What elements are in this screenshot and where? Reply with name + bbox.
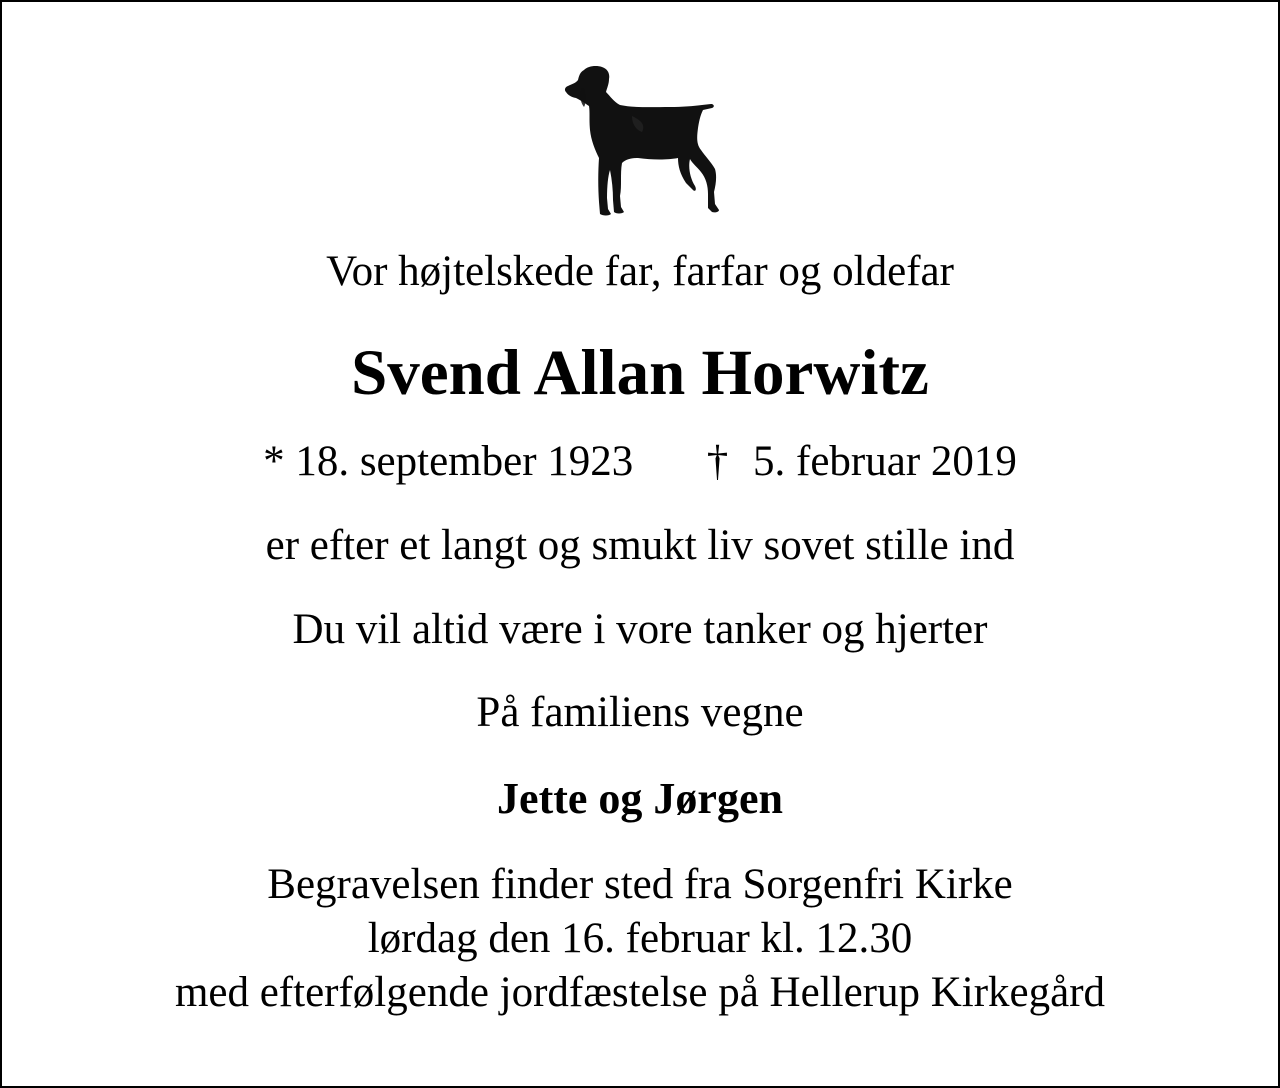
life-dates (2, 436, 1278, 488)
on-behalf-line: På familiens vegne (476, 689, 804, 736)
birth-symbol: * (263, 438, 285, 485)
intro-line: Vor højtelskede far, farfar og oldefar (326, 248, 954, 295)
signers: Jette og Jørgen (497, 774, 783, 823)
funeral-details (2, 858, 1278, 1020)
birth-date: 18. september 1923 (295, 438, 634, 485)
funeral-location: Begravelsen finder sted fra Sorgenfri Kirke (267, 861, 1013, 908)
dog-silhouette-icon (562, 64, 727, 216)
death-date: 5. februar 2019 (753, 438, 1017, 485)
deceased-name: Svend Allan Horwitz (351, 337, 929, 409)
funeral-time: lørdag den 16. februar kl. 12.30 (367, 915, 913, 962)
death-cross-icon: † (706, 438, 729, 485)
message-line: er efter et langt og smukt liv sovet stille ind (265, 522, 1015, 569)
remembrance-line: Du vil altid være i vore tanker og hjerter (292, 606, 988, 653)
burial-details: med efterfølgende jordfæstelse på Hellerup Kirkegård (174, 969, 1106, 1016)
